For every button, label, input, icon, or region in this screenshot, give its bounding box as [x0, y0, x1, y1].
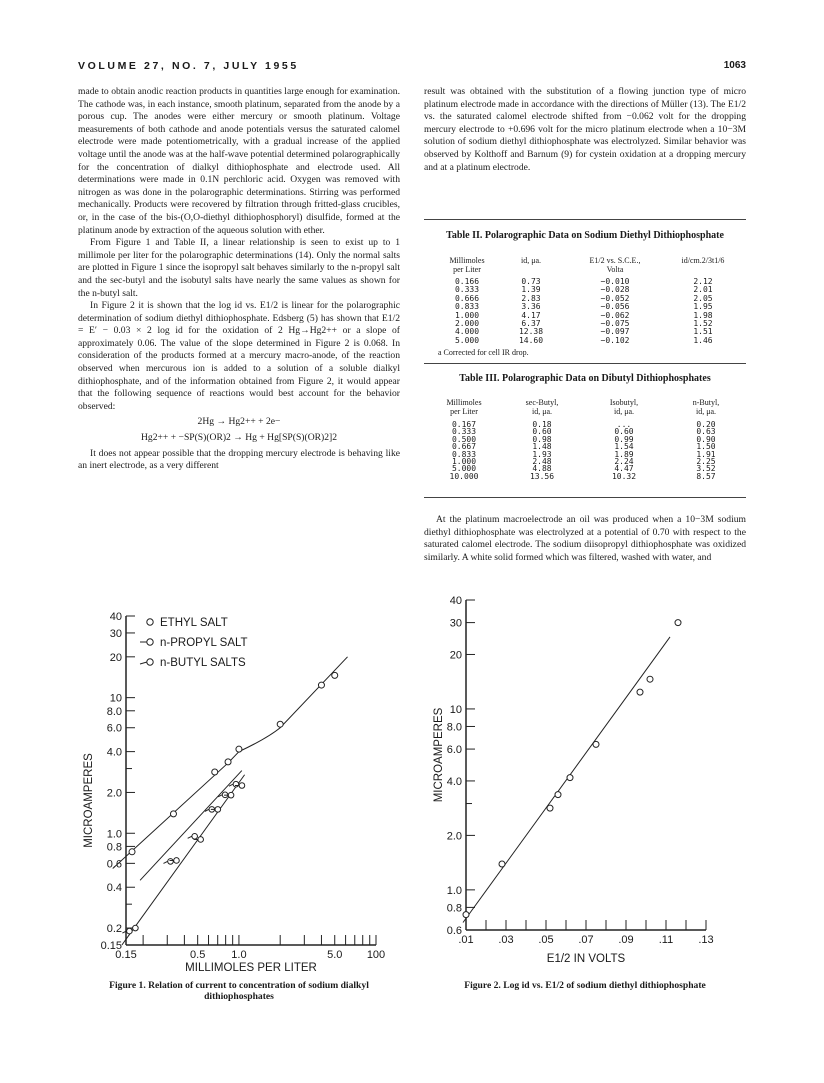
table-cell: 0.166	[454, 277, 480, 286]
table-cell: 1.39	[521, 285, 541, 295]
y-tick-label: 40	[449, 595, 462, 607]
table-cell: 4.17	[521, 310, 541, 320]
y-tick-label: 4.0	[106, 746, 122, 759]
table-cell: 0.666	[454, 293, 480, 303]
table-cell: 0.833	[454, 302, 480, 312]
data-point	[129, 849, 135, 855]
x-tick-label: .11	[658, 934, 674, 946]
data-point	[192, 833, 198, 839]
table-cell: 0.63	[696, 427, 716, 437]
table-cell: −0.102	[600, 335, 630, 345]
x-tick-label: .09	[618, 934, 634, 946]
table-rule	[424, 363, 746, 364]
table-cell: 3.36	[521, 302, 541, 312]
point-tick	[163, 861, 167, 863]
table-cell: 10.000	[449, 471, 479, 481]
data-point	[174, 858, 180, 864]
x-tick-label: 1.0	[231, 949, 247, 961]
y-tick-label: 30	[109, 627, 122, 640]
legend-marker	[147, 659, 153, 665]
table-cell: 2.12	[693, 277, 713, 286]
series-line	[122, 775, 245, 945]
data-point	[236, 746, 242, 752]
table-cell: 0.98	[532, 434, 552, 444]
table2-title: Table II. Polarographic Data on Sodium Diethyl Dithiophosphate	[446, 230, 724, 241]
legend-tick	[140, 662, 147, 664]
y-tick-label: 8.0	[446, 721, 462, 734]
data-point	[228, 792, 234, 798]
table-cell: 13.56	[529, 471, 555, 481]
table-cell: 0.90	[696, 434, 716, 444]
data-point	[198, 837, 204, 843]
table-cell: 0.60	[614, 427, 634, 437]
table-cell: −0.097	[600, 327, 630, 337]
table-header-cell: id, μa.	[520, 256, 542, 265]
y-tick-label: 0.4	[106, 882, 122, 895]
data-point	[215, 807, 221, 813]
legend-marker	[147, 639, 153, 645]
y-tick-label: 20	[449, 649, 462, 662]
table-cell: 1.91	[696, 449, 716, 459]
data-point	[463, 912, 469, 918]
paragraph: At the platinum macroelectrode an oil was produced when a 10−3M sodium diethyl dithiophosphate was electrolyzed at a potential of 0.70 with respect to the saturated calomel electrode. The sodium diisopropyl dithiophosphate was oxidized similarly. A white solid formed which was filtered, washed with water, and	[424, 514, 746, 563]
table-cell: 2.01	[693, 285, 713, 295]
y-tick-label: 10	[449, 703, 462, 716]
table-cell: 2.05	[693, 293, 713, 303]
table-cell: 3.52	[696, 464, 716, 474]
table3	[424, 398, 746, 496]
table-cell: 1.93	[532, 449, 552, 459]
table-cell: 0.20	[696, 420, 716, 429]
equation-2: Hg2++ + −SP(S)(OR)2 → Hg + Hg[SP(S)(OR)2]2	[140, 432, 338, 444]
table-cell: 0.333	[451, 427, 477, 437]
figure-2-caption: Figure 2. Log id vs. E1/2 of sodium diethyl dithiophosphate	[464, 980, 706, 991]
equation-1: 2Hg → Hg2++ + 2e−	[197, 416, 281, 428]
table-cell: 0.99	[614, 434, 634, 444]
data-point	[332, 672, 338, 678]
data-point	[225, 759, 231, 765]
y-tick-label: 0.6	[446, 925, 462, 937]
data-point	[127, 928, 133, 934]
legend-entry: n-PROPYL SALT	[160, 637, 248, 649]
table-cell: −0.075	[600, 319, 630, 328]
y-tick-label: 1.0	[106, 828, 122, 841]
legend-entry: ETHYL SALT	[160, 617, 228, 629]
y-axis-label: MICROAMPERES	[83, 753, 95, 848]
table2	[424, 256, 746, 360]
table-footnote: a Corrected for cell IR drop.	[438, 348, 529, 358]
y-tick-label: 4.0	[446, 775, 462, 788]
table-cell: 2.24	[614, 457, 634, 466]
y-tick-label: 20	[109, 651, 122, 664]
data-point	[567, 775, 573, 781]
table-cell: 1.000	[451, 457, 477, 466]
data-point	[277, 721, 283, 727]
figure-1-caption: Figure 1. Relation of current to concentration of sodium dialkyl dithiophosphates	[109, 980, 369, 1002]
series-line	[140, 771, 242, 881]
data-point	[637, 689, 643, 695]
figure-2-chart	[430, 590, 746, 980]
x-tick-label: .13	[698, 934, 714, 946]
y-tick-label: 1.0	[446, 884, 462, 897]
point-tick	[188, 836, 192, 838]
figure-1-chart	[70, 600, 400, 980]
y-tick-label: 2.0	[106, 787, 122, 800]
table-cell: 0.167	[451, 420, 477, 429]
x-tick-label: 5.0	[327, 949, 343, 961]
data-point	[212, 769, 218, 775]
y-tick-label: 0.8	[446, 902, 462, 915]
y-axis-label: MICROAMPERES	[433, 707, 445, 803]
left-column	[78, 86, 400, 473]
paragraph: It does not appear possible that the dropping mercury electrode is behaving like an inert electrode, as a very different	[78, 447, 400, 472]
table-header-cell: n-Butyl, id, μa.	[692, 398, 720, 416]
page-number: 1063	[723, 60, 746, 71]
table-cell: 2.25	[696, 457, 716, 466]
data-point	[133, 925, 139, 931]
x-tick-label: .01	[458, 934, 474, 946]
table-cell: 12.38	[518, 327, 544, 337]
table-cell: 0.60	[532, 427, 552, 437]
paragraph: result was obtained with the substitution of a flowing junction type of micro platinum electrode made in accordance with the directions of Müller (13). The E1/2 vs. the saturated calomel electrode shifted from −0.062 volt for the dropping mercury electrode to +0.696 volt for the micro platinum electrode when a 10−3M solution of sodium diethyl dithiophosphate was electrolyzed. Similar behavior was observed by Kolthoff and Barnum (9) for cystein oxidation at a dropping mercury and at a platinum electrode.	[424, 86, 746, 173]
table-rule	[424, 497, 746, 498]
table-header-cell: id/cm.2/3t1/6	[681, 256, 725, 265]
table-cell: 1.50	[696, 442, 716, 452]
y-tick-label: 0.6	[106, 858, 122, 871]
table-cell: 14.60	[518, 335, 544, 345]
table-cell: 4.000	[454, 327, 480, 337]
table-header-cell: sec-Butyl, id, μa.	[525, 398, 559, 416]
x-axis-label: E1/2 IN VOLTS	[546, 953, 626, 965]
table-cell: 1.89	[614, 449, 634, 459]
y-tick-label: 0.8	[106, 841, 122, 854]
table-header-cell: Isobutyl, id, μa.	[609, 398, 639, 416]
table-cell: −0.052	[600, 293, 630, 303]
data-point	[499, 861, 505, 867]
table-cell: 1.000	[454, 310, 480, 320]
y-tick-label: 0.2	[106, 923, 122, 936]
table-cell: 1.95	[693, 302, 713, 312]
table-header-cell: Millimoles per Liter	[449, 256, 485, 274]
series-line	[463, 637, 670, 923]
x-axis-label: MILLIMOLES PER LITER	[185, 962, 317, 974]
table-cell: −0.010	[600, 277, 630, 286]
paragraph: made to obtain anodic reaction products in quantities large enough for examination. The cathode was, in each instance, smooth platinum, separated from the anode by a porous cup. The anodes were either mercury or smooth platinum. Voltage measurements of both cathode and anode potentials versus the saturated calomel electrode were made potentiometrically, with a gradual increase of the applied voltage until the anode was at the half-wave potential determined polarographically for the concentration of dialkyl dithiophosphate and electrode used. All determinations were made in 0.1N perchloric acid. Oxygen was removed with nitrogen as was done in the polarographic determinations. Stirring was performed mechanically. Products were recovered by filtration through fritted-glass crucibles, or, in the case of the bis-(O,O-diethyl dithiophosphoryl) disulfide, formed at the platinum anode by extraction of the aqueous solution with ether.	[78, 86, 400, 236]
y-tick-label: 8.0	[106, 705, 122, 718]
data-point	[170, 811, 176, 817]
y-tick-label: 10	[109, 692, 122, 705]
table-rule	[424, 219, 746, 220]
x-tick-label: 0.15	[115, 949, 137, 961]
y-tick-label: 40	[109, 611, 122, 623]
table-cell: 0.73	[521, 277, 541, 286]
table-cell: 4.47	[614, 464, 634, 474]
table-cell: 0.18	[532, 420, 552, 429]
table-cell: 1.98	[693, 310, 713, 320]
x-tick-label: .03	[498, 934, 514, 946]
table-cell: 1.51	[693, 327, 713, 337]
paragraph: From Figure 1 and Table II, a linear relationship is seen to exist up to 1 millimole per liter for the polarographic determinations (14). Only the normal salts are plotted in Figure 1 since the isopropyl salt behaves similarly to the n-propyl salt and the sec-butyl and the isobutyl salts have nearly the same values as shown for the n-butyl salt.	[78, 237, 400, 299]
table-cell: 2.000	[454, 319, 480, 328]
table-cell: 0.833	[451, 449, 477, 459]
table-cell: 1.48	[532, 442, 552, 452]
table-cell: 8.57	[696, 471, 716, 481]
x-tick-label: .05	[538, 934, 554, 946]
table-cell: 0.333	[454, 285, 480, 295]
table-cell: 5.000	[454, 335, 480, 345]
data-point	[555, 792, 561, 798]
table-header-cell: E1/2 vs. S.C.E., Volta	[589, 256, 641, 274]
data-point	[239, 783, 245, 789]
data-point	[168, 859, 174, 865]
right-column-top	[424, 86, 746, 174]
x-tick-label: 0.5	[190, 949, 206, 961]
table-cell: −0.056	[600, 302, 630, 312]
y-tick-label: 30	[449, 617, 462, 630]
table-cell: 6.37	[521, 319, 541, 328]
y-tick-label: 6.0	[446, 744, 462, 757]
table-cell: 1.46	[693, 335, 713, 345]
table-cell: 0.667	[451, 442, 477, 452]
data-point	[675, 620, 681, 626]
data-point	[647, 676, 653, 682]
x-tick-label: .07	[578, 934, 594, 946]
table-cell: −0.028	[600, 285, 630, 295]
table-cell: 1.52	[693, 319, 713, 328]
y-tick-label: 0.15	[100, 940, 122, 952]
table-cell: ...	[616, 420, 632, 429]
table-cell: 4.88	[532, 464, 552, 474]
legend-marker	[147, 619, 153, 625]
page-header	[78, 60, 746, 76]
table-cell: 2.48	[532, 457, 552, 466]
table-cell: 10.32	[611, 471, 637, 481]
y-tick-label: 2.0	[446, 830, 462, 843]
table-header-cell: Millimoles per Liter	[446, 398, 482, 416]
table-cell: 5.000	[451, 464, 477, 474]
table3-title: Table III. Polarographic Data on Dibutyl Dithiophosphates	[459, 373, 711, 384]
data-point	[547, 805, 553, 811]
journal-volume: VOLUME 27, NO. 7, JULY 1955	[78, 60, 299, 72]
y-tick-label: 6.0	[106, 722, 122, 735]
data-point	[233, 781, 239, 787]
paragraph: In Figure 2 it is shown that the log id vs. E1/2 is linear for the polarographic determination of sodium diethyl dithiophosphate. Edsberg (5) has shown that E1/2 = E′ − 0.03 × 2 log id for the oxidation of 2 Hg→Hg2++ or a slope of approximately 0.06. The value of the slope determined in Figure 2 is 0.068. In consideration of the products formed at a mercury macro-anode, of the reaction observed when mercurous ion is added to a solution of a soluble dialkyl dithiophosphate, and of the information obtained from Figure 2, it would appear that the following sequence of reactions would best account for the behavior observed:	[78, 300, 400, 412]
right-column-bottom	[424, 514, 746, 564]
legend-entry: n-BUTYL SALTS	[160, 657, 246, 669]
table-cell: 2.83	[521, 293, 541, 303]
table-cell: 1.54	[614, 442, 634, 452]
table-cell: −0.062	[600, 310, 630, 320]
data-point	[318, 682, 324, 688]
data-point	[593, 741, 599, 747]
table-cell: 0.500	[451, 434, 477, 444]
x-tick-label: 100	[366, 949, 386, 961]
